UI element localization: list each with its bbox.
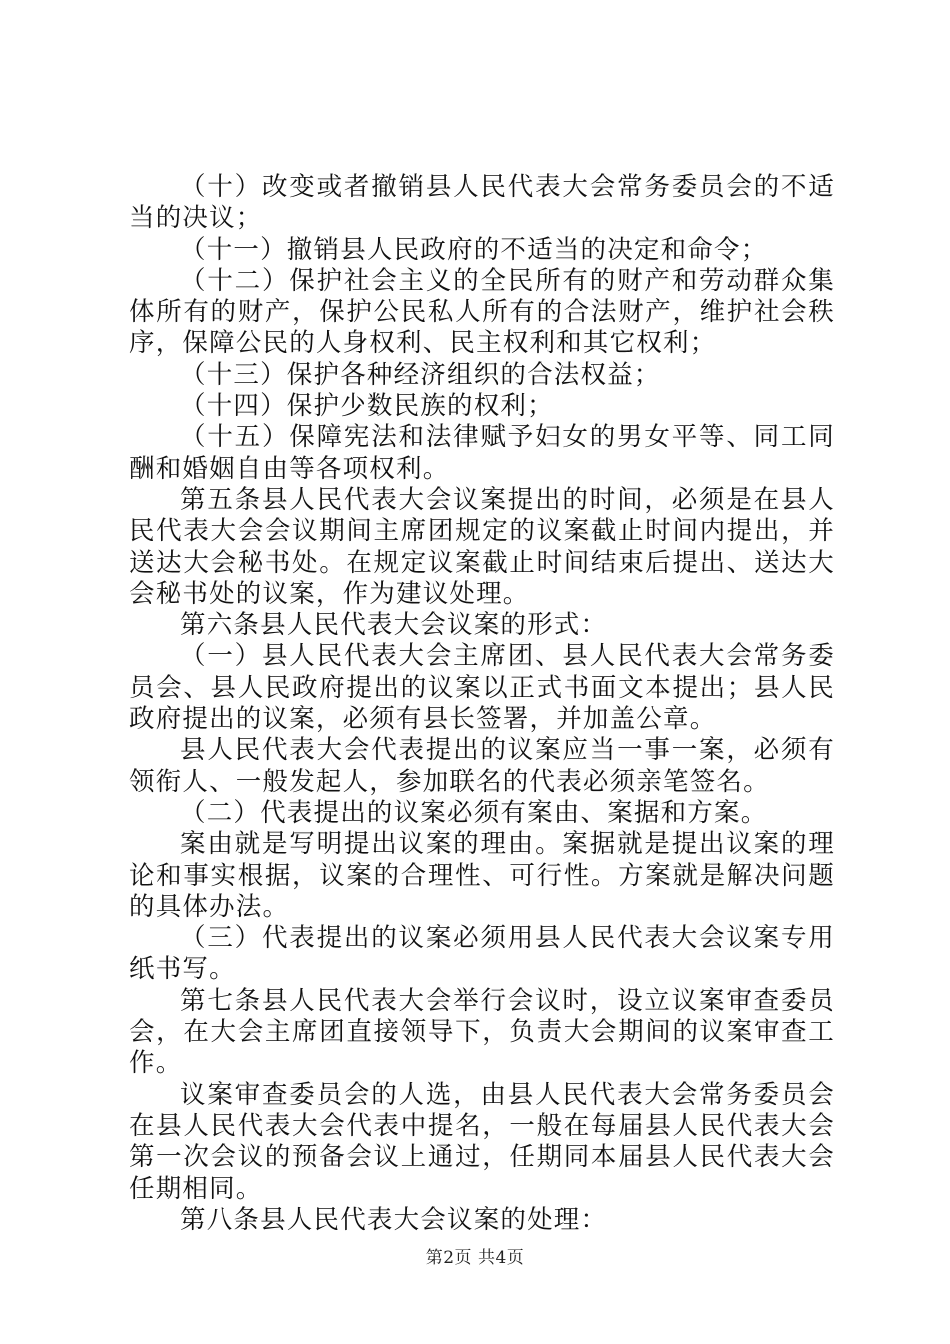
paragraph-item-14: （十四）保护少数民族的权利；	[180, 391, 554, 422]
paragraph-article-5: 第五条县人民代表大会议案提出的时间，必须是在县人民代表大会会议期间主席团规定的议案截止时间内提出，并送达大会秘书处。在规定议案截止时间结束后提出、送达大会秘书处的议案，作为建议处理。	[129, 484, 835, 609]
paragraph-committee-selection: 议案审查委员会的人选，由县人民代表大会常务委员会在县人民代表大会代表中提名，一般在每届县人民代表大会第一次会议的预备会议上通过，任期同本届县人民代表大会任期相同。	[129, 1079, 835, 1204]
paragraph-article-8: 第八条县人民代表大会议案的处理：	[180, 1204, 608, 1235]
paragraph-item-15: （十五）保障宪法和法律赋予妇女的男女平等、同工同酬和婚姻自由等各项权利。	[129, 422, 835, 484]
page-number-footer: 第2页 共4页	[425, 1248, 525, 1268]
paragraph-article-6-item-3: （三）代表提出的议案必须用县人民代表大会议案专用纸书写。	[129, 923, 835, 985]
paragraph-article-7: 第七条县人民代表大会举行会议时，设立议案审查委员会，在大会主席团直接领导下，负责大会期间的议案审查工作。	[129, 985, 835, 1079]
paragraph-article-6: 第六条县人民代表大会议案的形式：	[180, 610, 608, 641]
paragraph-item-12: （十二）保护社会主义的全民所有的财产和劳动群众集体所有的财产，保护公民私人所有的合法财产，维护社会秩序，保障公民的人身权利、民主权利和其它权利；	[129, 265, 835, 359]
paragraph-proposal-definition: 案由就是写明提出议案的理由。案据就是提出议案的理论和事实根据，议案的合理性、可行性。方案就是解决问题的具体办法。	[129, 829, 835, 922]
paragraph-item-13: （十三）保护各种经济组织的合法权益；	[180, 359, 661, 390]
document-body	[129, 172, 835, 1236]
paragraph-article-6-item-2: （二）代表提出的议案必须有案由、案据和方案。	[180, 797, 768, 828]
paragraph-item-10: （十）改变或者撤销县人民代表大会常务委员会的不适当的决议；	[129, 172, 835, 234]
paragraph-item-11: （十一）撤销县人民政府的不适当的决定和命令；	[180, 234, 768, 265]
paragraph-delegate-proposal: 县人民代表大会代表提出的议案应当一事一案，必须有领衔人、一般发起人，参加联名的代表必须亲笔签名。	[129, 735, 835, 797]
paragraph-article-6-item-1: （一）县人民代表大会主席团、县人民代表大会常务委员会、县人民政府提出的议案以正式书面文本提出；县人民政府提出的议案，必须有县长签署，并加盖公章。	[129, 641, 835, 735]
